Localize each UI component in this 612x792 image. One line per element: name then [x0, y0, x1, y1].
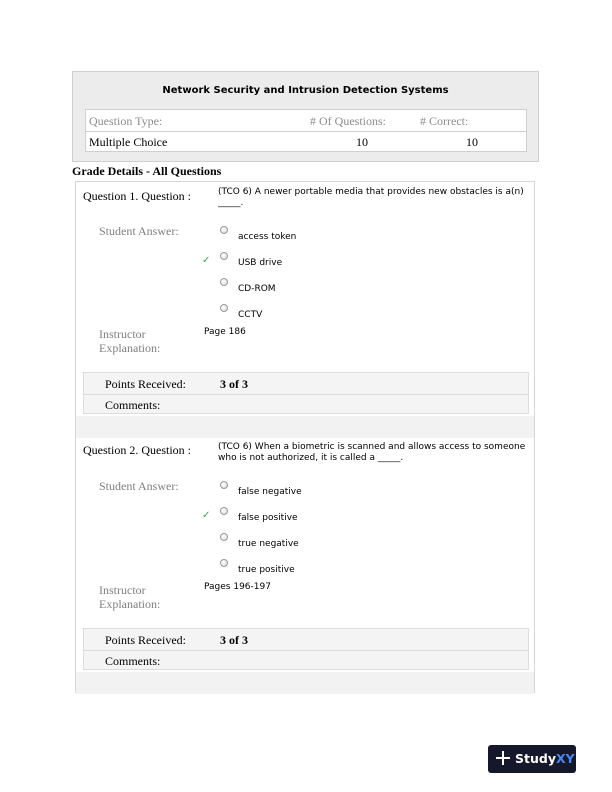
option-label: CCTV	[238, 310, 263, 320]
instructor-label-line2: Explanation:	[99, 341, 161, 355]
radio-option[interactable]	[220, 304, 228, 312]
instructor-label-line1: Instructor	[99, 327, 146, 341]
value-num-correct: 10	[466, 135, 478, 149]
points-value: 3 of 3	[220, 633, 248, 647]
summary-value-row	[86, 131, 526, 152]
question-label: Question 1. Question :	[83, 189, 191, 203]
question-separator	[76, 672, 534, 694]
points-received-label: Points Received:	[105, 377, 186, 391]
student-answer-label: Student Answer:	[99, 224, 179, 238]
grade-details-heading: Grade Details - All Questions	[72, 164, 222, 178]
points-divider	[84, 650, 528, 651]
option-label: USB drive	[238, 258, 283, 268]
question-label: Question 2. Question :	[83, 443, 191, 457]
points-box	[83, 628, 529, 670]
student-answer-label: Student Answer:	[99, 479, 179, 493]
comments-label: Comments:	[105, 654, 161, 668]
points-received-label: Points Received:	[105, 633, 186, 647]
brand-logo	[515, 751, 575, 766]
radio-option[interactable]	[220, 278, 228, 286]
option-label: false positive	[238, 513, 298, 523]
header-question-type: Question Type:	[89, 114, 163, 128]
instructor-label-line2: Explanation:	[99, 597, 161, 611]
question-text: (TCO 6) When a biometric is scanned and allows access to someone who is not authorized, it is called a _____.	[218, 442, 526, 463]
instructor-explanation: Page 186	[204, 327, 246, 337]
brand-part1: Study	[515, 751, 556, 766]
check-icon: ✓	[202, 255, 211, 266]
comments-label: Comments:	[105, 398, 161, 412]
value-question-type: Multiple Choice	[89, 135, 168, 149]
points-divider	[84, 394, 528, 395]
value-num-questions: 10	[356, 135, 368, 149]
summary-table	[85, 109, 527, 152]
option-label: false negative	[238, 487, 302, 497]
radio-option[interactable]	[220, 533, 228, 541]
option-label: access token	[238, 232, 297, 242]
questions-panel	[75, 181, 535, 693]
plus-icon	[496, 751, 510, 765]
check-icon: ✓	[202, 510, 211, 521]
option-label: CD-ROM	[238, 284, 276, 294]
summary-header-row	[86, 110, 526, 132]
radio-option[interactable]	[220, 481, 228, 489]
points-box	[83, 372, 529, 414]
points-value: 3 of 3	[220, 377, 248, 391]
option-label: true negative	[238, 539, 299, 549]
course-title: Network Security and Intrusion Detection Systems	[162, 85, 449, 96]
radio-option[interactable]	[220, 507, 228, 515]
summary-panel	[72, 71, 539, 162]
header-num-questions: # Of Questions:	[310, 114, 386, 128]
question-separator	[76, 416, 534, 438]
radio-option[interactable]	[220, 226, 228, 234]
instructor-explanation: Pages 196-197	[204, 582, 271, 592]
option-label: true positive	[238, 565, 295, 575]
instructor-label-line1: Instructor	[99, 583, 146, 597]
radio-option[interactable]	[220, 559, 228, 567]
studyxy-badge	[488, 745, 576, 773]
question-text: (TCO 6) A newer portable media that provides new obstacles is a(n) _____.	[218, 187, 524, 208]
brand-part2: XY	[555, 751, 575, 766]
radio-option[interactable]	[220, 252, 228, 260]
header-num-correct: # Correct:	[420, 114, 469, 128]
